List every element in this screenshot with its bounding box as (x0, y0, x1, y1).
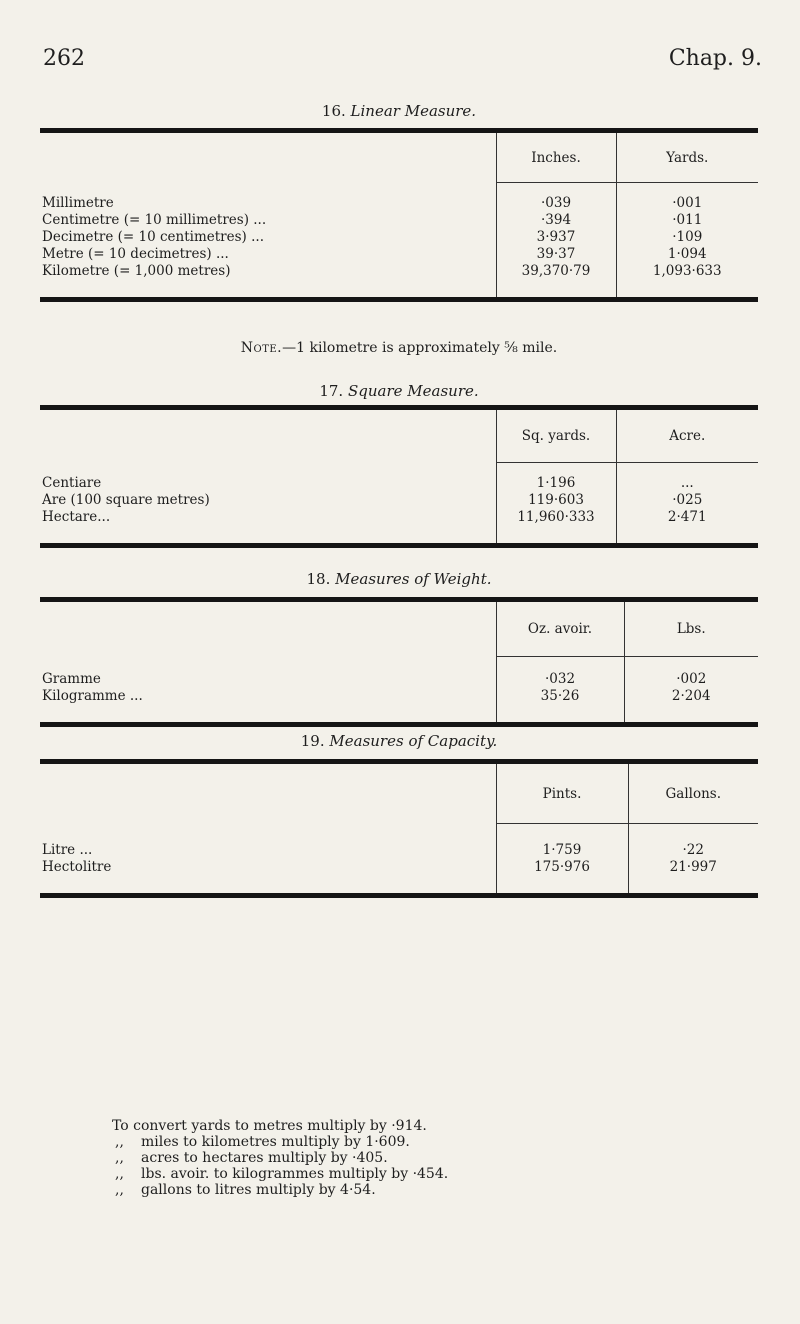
row-value: ·011 (616, 212, 758, 229)
row-value: 119·603 (496, 492, 616, 509)
column-header: Pints. (496, 762, 628, 824)
row-label: Millimetre (42, 194, 114, 211)
table-row (40, 229, 758, 246)
row-label: Centimetre (= 10 millimetres) ... (42, 211, 267, 228)
caption-title: Measures of Weight. (335, 570, 492, 588)
page-number: 262 (43, 46, 85, 71)
capacity-measure-caption (40, 730, 758, 752)
row-value: 2·471 (616, 509, 758, 526)
row-value: 39·37 (496, 246, 616, 263)
row-label: Metre (= 10 decimetres) ... (42, 245, 229, 262)
capacity-measure-section (40, 730, 758, 898)
caption-title: Linear Measure. (350, 102, 477, 120)
ditto-mark: ,, (115, 1166, 124, 1182)
row-value: 2·204 (624, 688, 758, 705)
row-value: 1·196 (496, 475, 616, 492)
row-value: ... (616, 475, 758, 492)
row-value: 21·997 (628, 859, 758, 876)
table-row (40, 212, 758, 229)
conversion-notes (112, 1118, 752, 1198)
column-header: Inches. (496, 131, 616, 183)
note-text: —1 kilometre is approximately ⅝ mile. (282, 340, 558, 356)
row-value: ·22 (628, 842, 758, 859)
conversion-text: acres to hectares multiply by ·405. (141, 1150, 388, 1166)
conversion-text: miles to kilometres multiply by 1·609. (141, 1134, 410, 1150)
caption-title: Measures of Capacity. (329, 732, 498, 750)
conversion-line (112, 1166, 752, 1182)
table-row (40, 859, 758, 876)
ditto-mark: ,, (115, 1150, 124, 1166)
row-label: Gramme (42, 670, 101, 687)
table-row (40, 475, 758, 492)
row-label: Kilogramme ... (42, 687, 143, 704)
header-spacer (40, 762, 496, 824)
conversion-line (112, 1182, 752, 1198)
row-label: Litre ... (42, 841, 93, 858)
square-measure-table (40, 405, 758, 548)
row-value: ·039 (496, 195, 616, 212)
row-value: ·001 (616, 195, 758, 212)
conversion-line: To convert yards to metres multiply by ·914. (112, 1118, 427, 1134)
row-value: 1·759 (496, 842, 628, 859)
table-row (40, 688, 758, 705)
header-spacer (40, 408, 496, 463)
column-header: Yards. (616, 131, 758, 183)
ditto-mark: ,, (115, 1182, 124, 1198)
row-value: 1·094 (616, 246, 758, 263)
row-value: ·109 (616, 229, 758, 246)
linear-measure-section (40, 100, 758, 356)
column-header: Gallons. (628, 762, 758, 824)
chapter-heading: Chap. 9. (668, 46, 762, 71)
row-value: 1,093·633 (616, 263, 758, 280)
weight-measure-section (40, 568, 758, 727)
linear-measure-caption (40, 100, 758, 122)
linear-measure-table (40, 128, 758, 302)
weight-measure-table (40, 597, 758, 727)
column-header: Lbs. (624, 600, 758, 657)
table-row (40, 842, 758, 859)
table-row (40, 195, 758, 212)
row-label: Are (100 square metres) (42, 491, 210, 508)
table-row (40, 509, 758, 526)
caption-number: 17. (319, 382, 344, 400)
conversion-text: gallons to litres multiply by 4·54. (141, 1182, 376, 1198)
table-row (40, 263, 758, 280)
row-value: 39,370·79 (496, 263, 616, 280)
row-value: ·032 (496, 671, 624, 688)
table-row (40, 492, 758, 509)
conversion-line (112, 1134, 752, 1150)
page-header (43, 46, 762, 76)
table-row (40, 671, 758, 688)
row-value: ·002 (624, 671, 758, 688)
conversion-text: lbs. avoir. to kilogrammes multiply by ·454. (141, 1166, 449, 1182)
row-value: 175·976 (496, 859, 628, 876)
row-value: 3·937 (496, 229, 616, 246)
header-spacer (40, 600, 496, 657)
caption-number: 16. (321, 102, 346, 120)
row-value: 11,960·333 (496, 509, 616, 526)
row-value: 35·26 (496, 688, 624, 705)
column-header: Sq. yards. (496, 408, 616, 463)
row-label: Centiare (42, 474, 102, 491)
row-label: Decimetre (= 10 centimetres) ... (42, 228, 264, 245)
square-measure-section (40, 380, 758, 548)
row-value: ·394 (496, 212, 616, 229)
note-label: Note. (240, 340, 283, 356)
caption-number: 19. (300, 732, 325, 750)
row-label: Hectolitre (42, 858, 112, 875)
note (40, 340, 758, 356)
square-measure-caption (40, 380, 758, 402)
row-label: Kilometre (= 1,000 metres) (42, 262, 231, 279)
header-spacer (40, 131, 496, 183)
weight-measure-caption (40, 568, 758, 590)
table-row (40, 246, 758, 263)
row-label: Hectare... (42, 508, 111, 525)
capacity-measure-table (40, 759, 758, 898)
row-value: ·025 (616, 492, 758, 509)
column-header: Oz. avoir. (496, 600, 624, 657)
caption-number: 18. (306, 570, 331, 588)
conversion-line (112, 1150, 752, 1166)
column-header: Acre. (616, 408, 758, 463)
caption-title: Square Measure. (347, 382, 479, 400)
ditto-mark: ,, (115, 1134, 124, 1150)
